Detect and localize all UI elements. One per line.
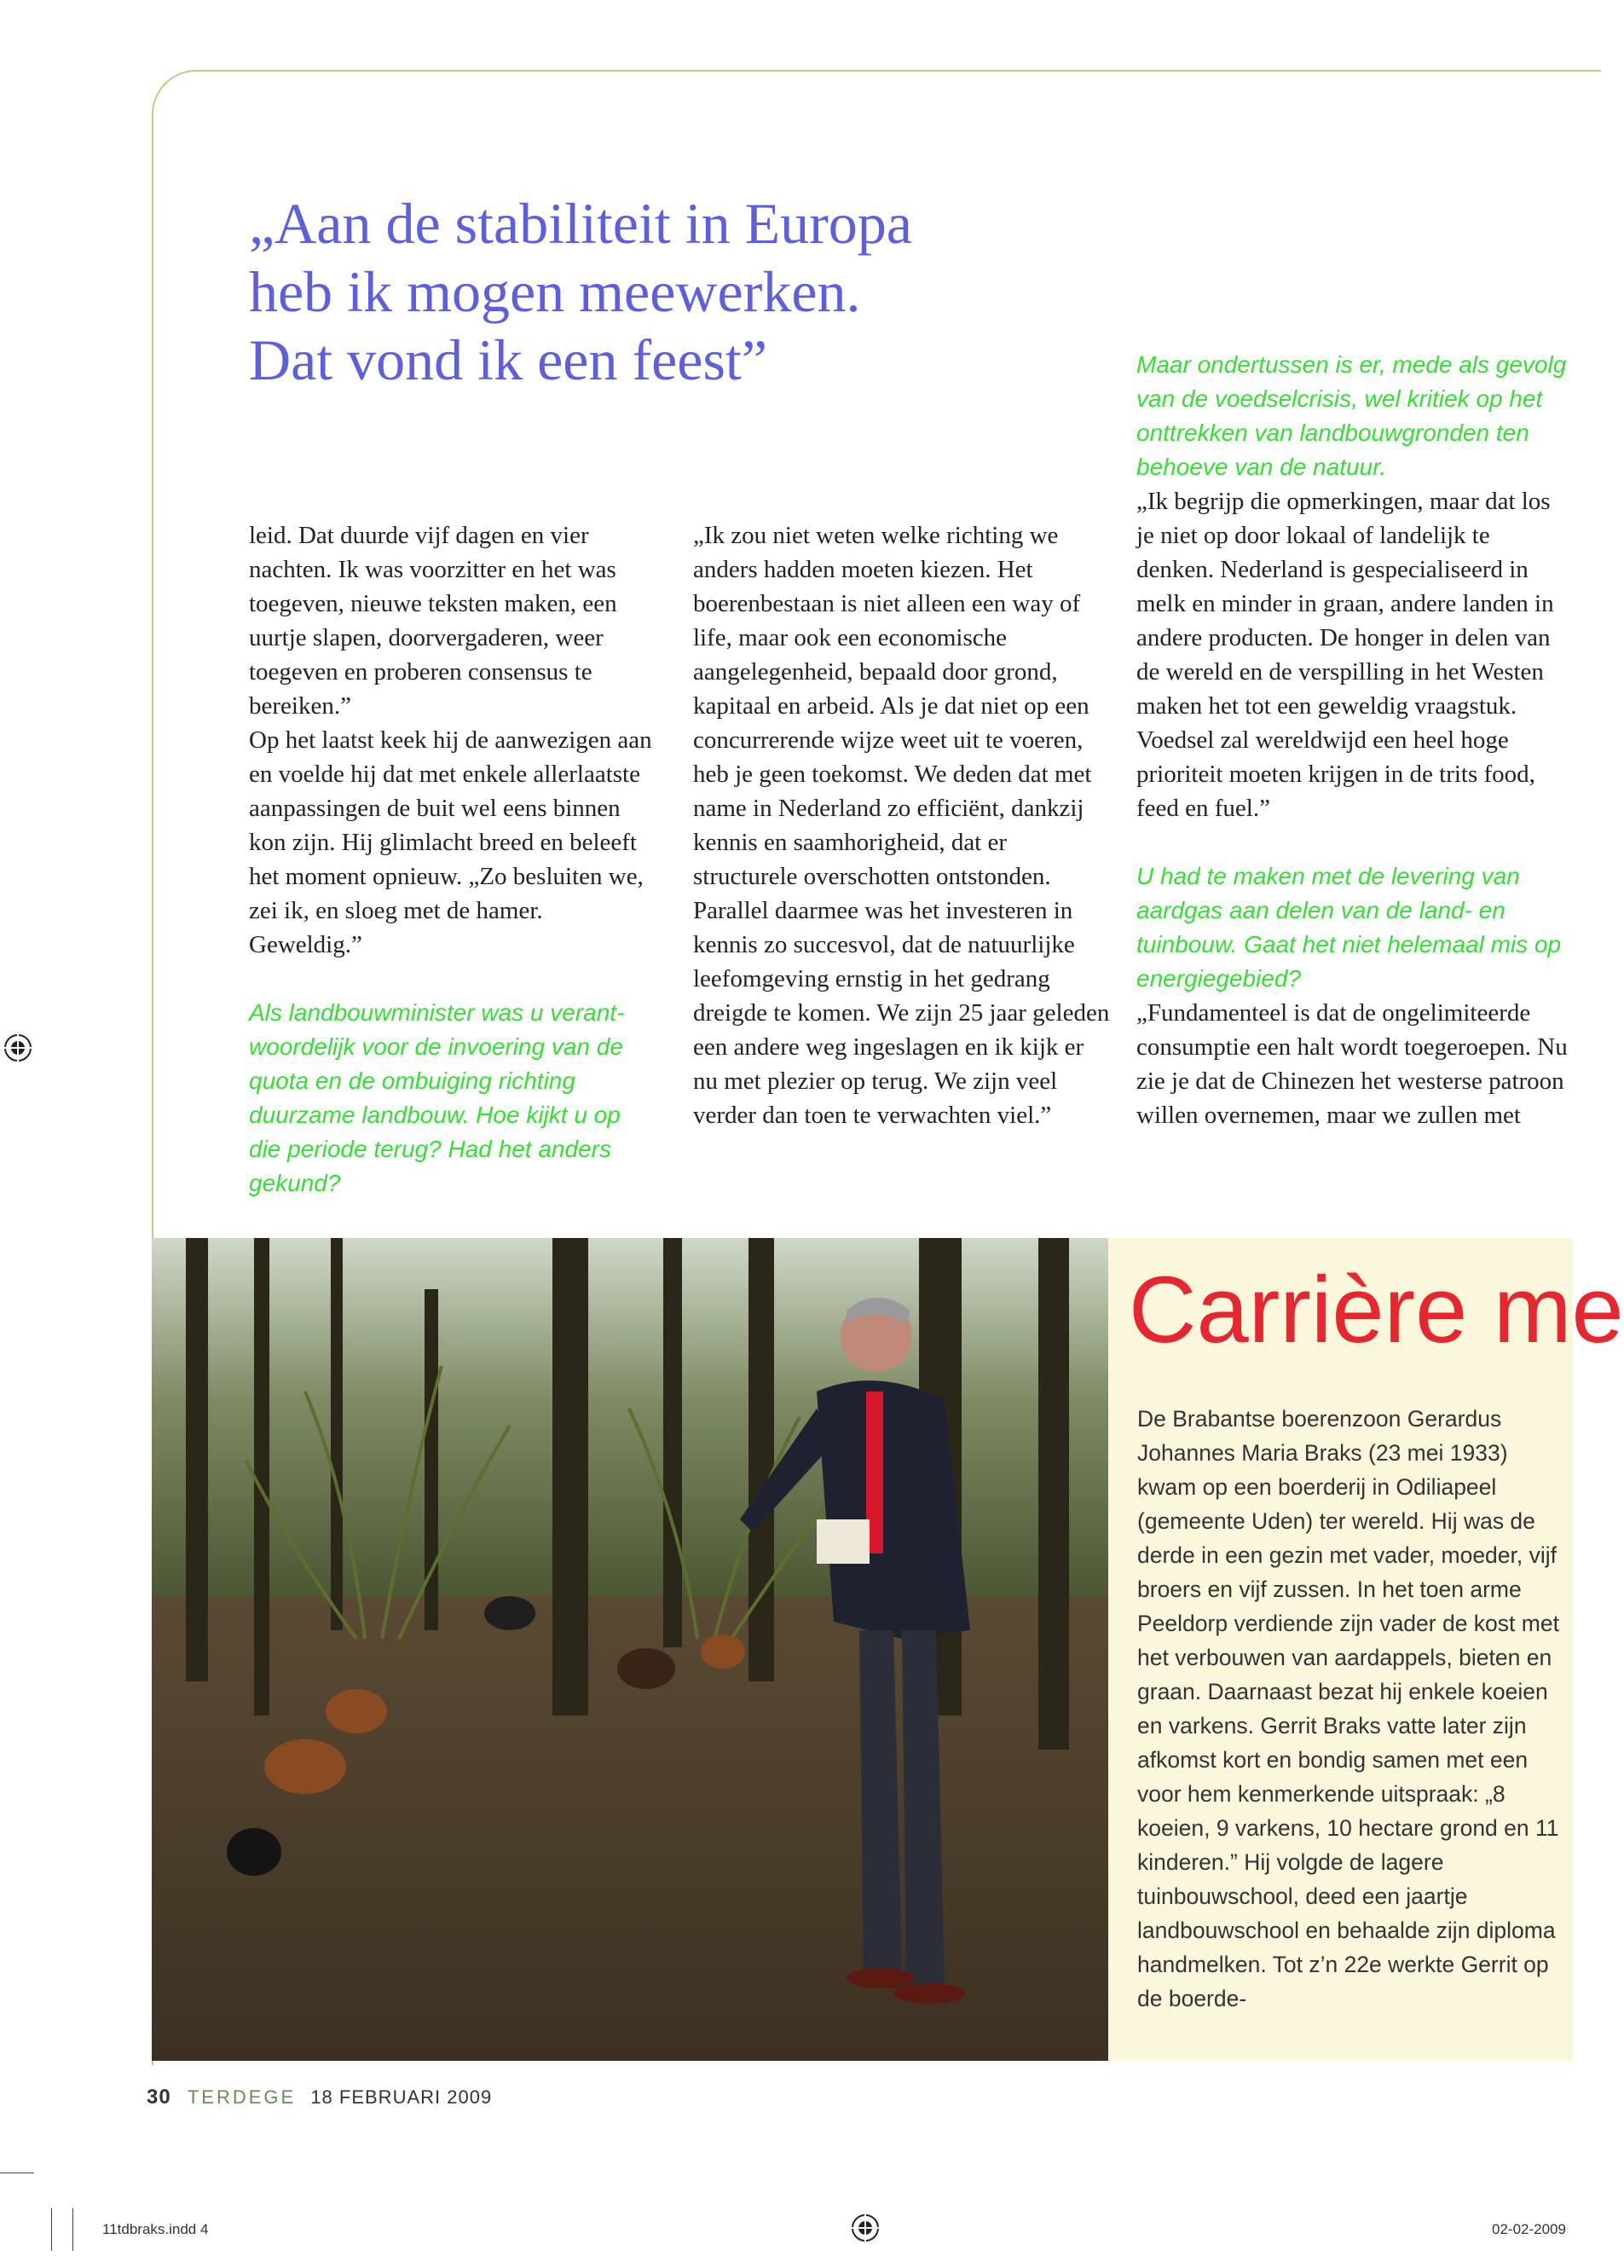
paragraph: Op het laatst keek hij de aanwezigen aan en voelde hij dat met enkele allerlaatste aanpassingen de buit wel eens binnen kon zijn. Hij glimlacht breed en beleeft het moment opnieuw. „Zo besluiten we, zei ik, en sloeg met de hamer. Geweldig.” [249, 726, 652, 958]
page-number: 30 [147, 2086, 171, 2109]
career-sidebar [1108, 1238, 1624, 2061]
article-column-1 [249, 518, 658, 1201]
pull-quote [249, 189, 1101, 394]
page-footer [147, 2086, 492, 2109]
sidebar-title: Carrière me [1129, 1258, 1624, 1363]
paragraph: „Ik begrijp die opmerkingen, maar dat los je niet op door lokaal of landelijk te denken. Nederland is gespecialiseerd in melk en minder in graan, andere landen in andere producten. De honger in delen van de wereld en de verspilling in het Westen maken het tot een geweldig vraagstuk. Voedsel zal wereldwijd een heel hoge prioriteit moeten krijgen in de trits food, feed en fuel.” [1136, 488, 1554, 822]
article-column-2 [693, 518, 1111, 1132]
pull-quote-line: „Aan de stabiliteit in Europa [249, 191, 912, 256]
interview-question: Als landbouwminister was u verantwoordelijk voor de invoering van de quota en de ombuiging richting duurzame landbouw. Hoe kijkt u op die periode terug? Had het anders gekund? [249, 999, 625, 1196]
photo-illustration [152, 1238, 1108, 2061]
article-column-3 [1136, 348, 1571, 1132]
registration-mark-icon [849, 2212, 881, 2244]
magazine-name: TERDEGE [187, 2086, 297, 2108]
interview-question: U had te maken met de levering van aardgas aan delen van de land- en tuinbouw. Gaat het niet helemaal mis op energiegebied? [1136, 863, 1562, 992]
registration-mark-icon [2, 1032, 34, 1064]
slug-date: 02-02-2009 [1492, 2221, 1566, 2237]
pull-quote-line: Dat vond ik een feest” [249, 327, 767, 392]
sidebar-body: De Brabantse boerenzoon Gerardus Johannes Maria Braks (23 mei 1933) kwam op een boerderij in Odiliapeel (gemeente Uden) ter wereld. Hij was de derde in een gezin met vader, moeder, vijf broers en vijf zussen. In het toen arme Peeldorp verdiende zijn vader de kost met het verbouwen van aardappels, bieten en graan. Daarnaast bezat hij enkele koeien en varkens. Gerrit Braks vatte later zijn afkomst kort en bondig samen met een voor hem kenmerkende uitspraak: „8 koeien, 9 varkens, 10 hectare grond en 11 kinderen.” Hij volgde de lagere tuinbouwschool, deed een jaartje landbouwschool en behaalde zijn diploma handmelken. Tot z’n 22e werkte Gerrit op de boerde- [1137, 1406, 1559, 2011]
paragraph: leid. Dat duurde vijf dagen en vier nachten. Ik was voorzitter en het was toegeven, nieuwe teksten maken, een uurtje slapen, doorvergaderen, weer toegeven en proberen consensus te bereiken.” [249, 522, 617, 720]
paragraph: „Fundamenteel is dat de ongelimiteerde consumptie een halt wordt toegeroepen. Nu zie je dat de Chinezen het westerse patroon willen overnemen, maar we zullen met [1136, 999, 1568, 1129]
pull-quote-line: heb ik mogen meewerken. [249, 259, 861, 324]
slug-filename: 11tdbraks.indd 4 [102, 2221, 209, 2237]
crop-mark [72, 2208, 73, 2251]
photo-man-feeding-chickens [152, 1238, 1108, 2061]
crop-mark [51, 2208, 52, 2251]
paragraph: „Ik zou niet weten welke richting we anders hadden moeten kiezen. Het boerenbestaan is niet alleen een way of life, maar ook een economische aangelegenheid, bepaald door grond, kapitaal en arbeid. Als je dat niet op een concurrerende wijze weet uit te voeren, heb je geen toekomst. We deden dat met name in Nederland zo efficiënt, dankzij kennis en saamhorigheid, dat er structurele overschotten ontstonden. Parallel daarmee was het investeren in kennis zo succesvol, dat de natuurlijke leefomgeving ernstig in het gedrang dreigde te komen. We zijn 25 jaar geleden een andere weg ingeslagen en ik kijk er nu met plezier op terug. We zijn veel verder dan toen te verwachten viel.” [693, 522, 1110, 1129]
interview-question: Maar ondertussen is er, mede als gevolg van de voedselcrisis, wel kritiek op het onttrekken van landbouwgronden ten behoeve van de natuur. [1136, 351, 1567, 480]
issue-date: 18 FEBRUARI 2009 [310, 2086, 493, 2108]
